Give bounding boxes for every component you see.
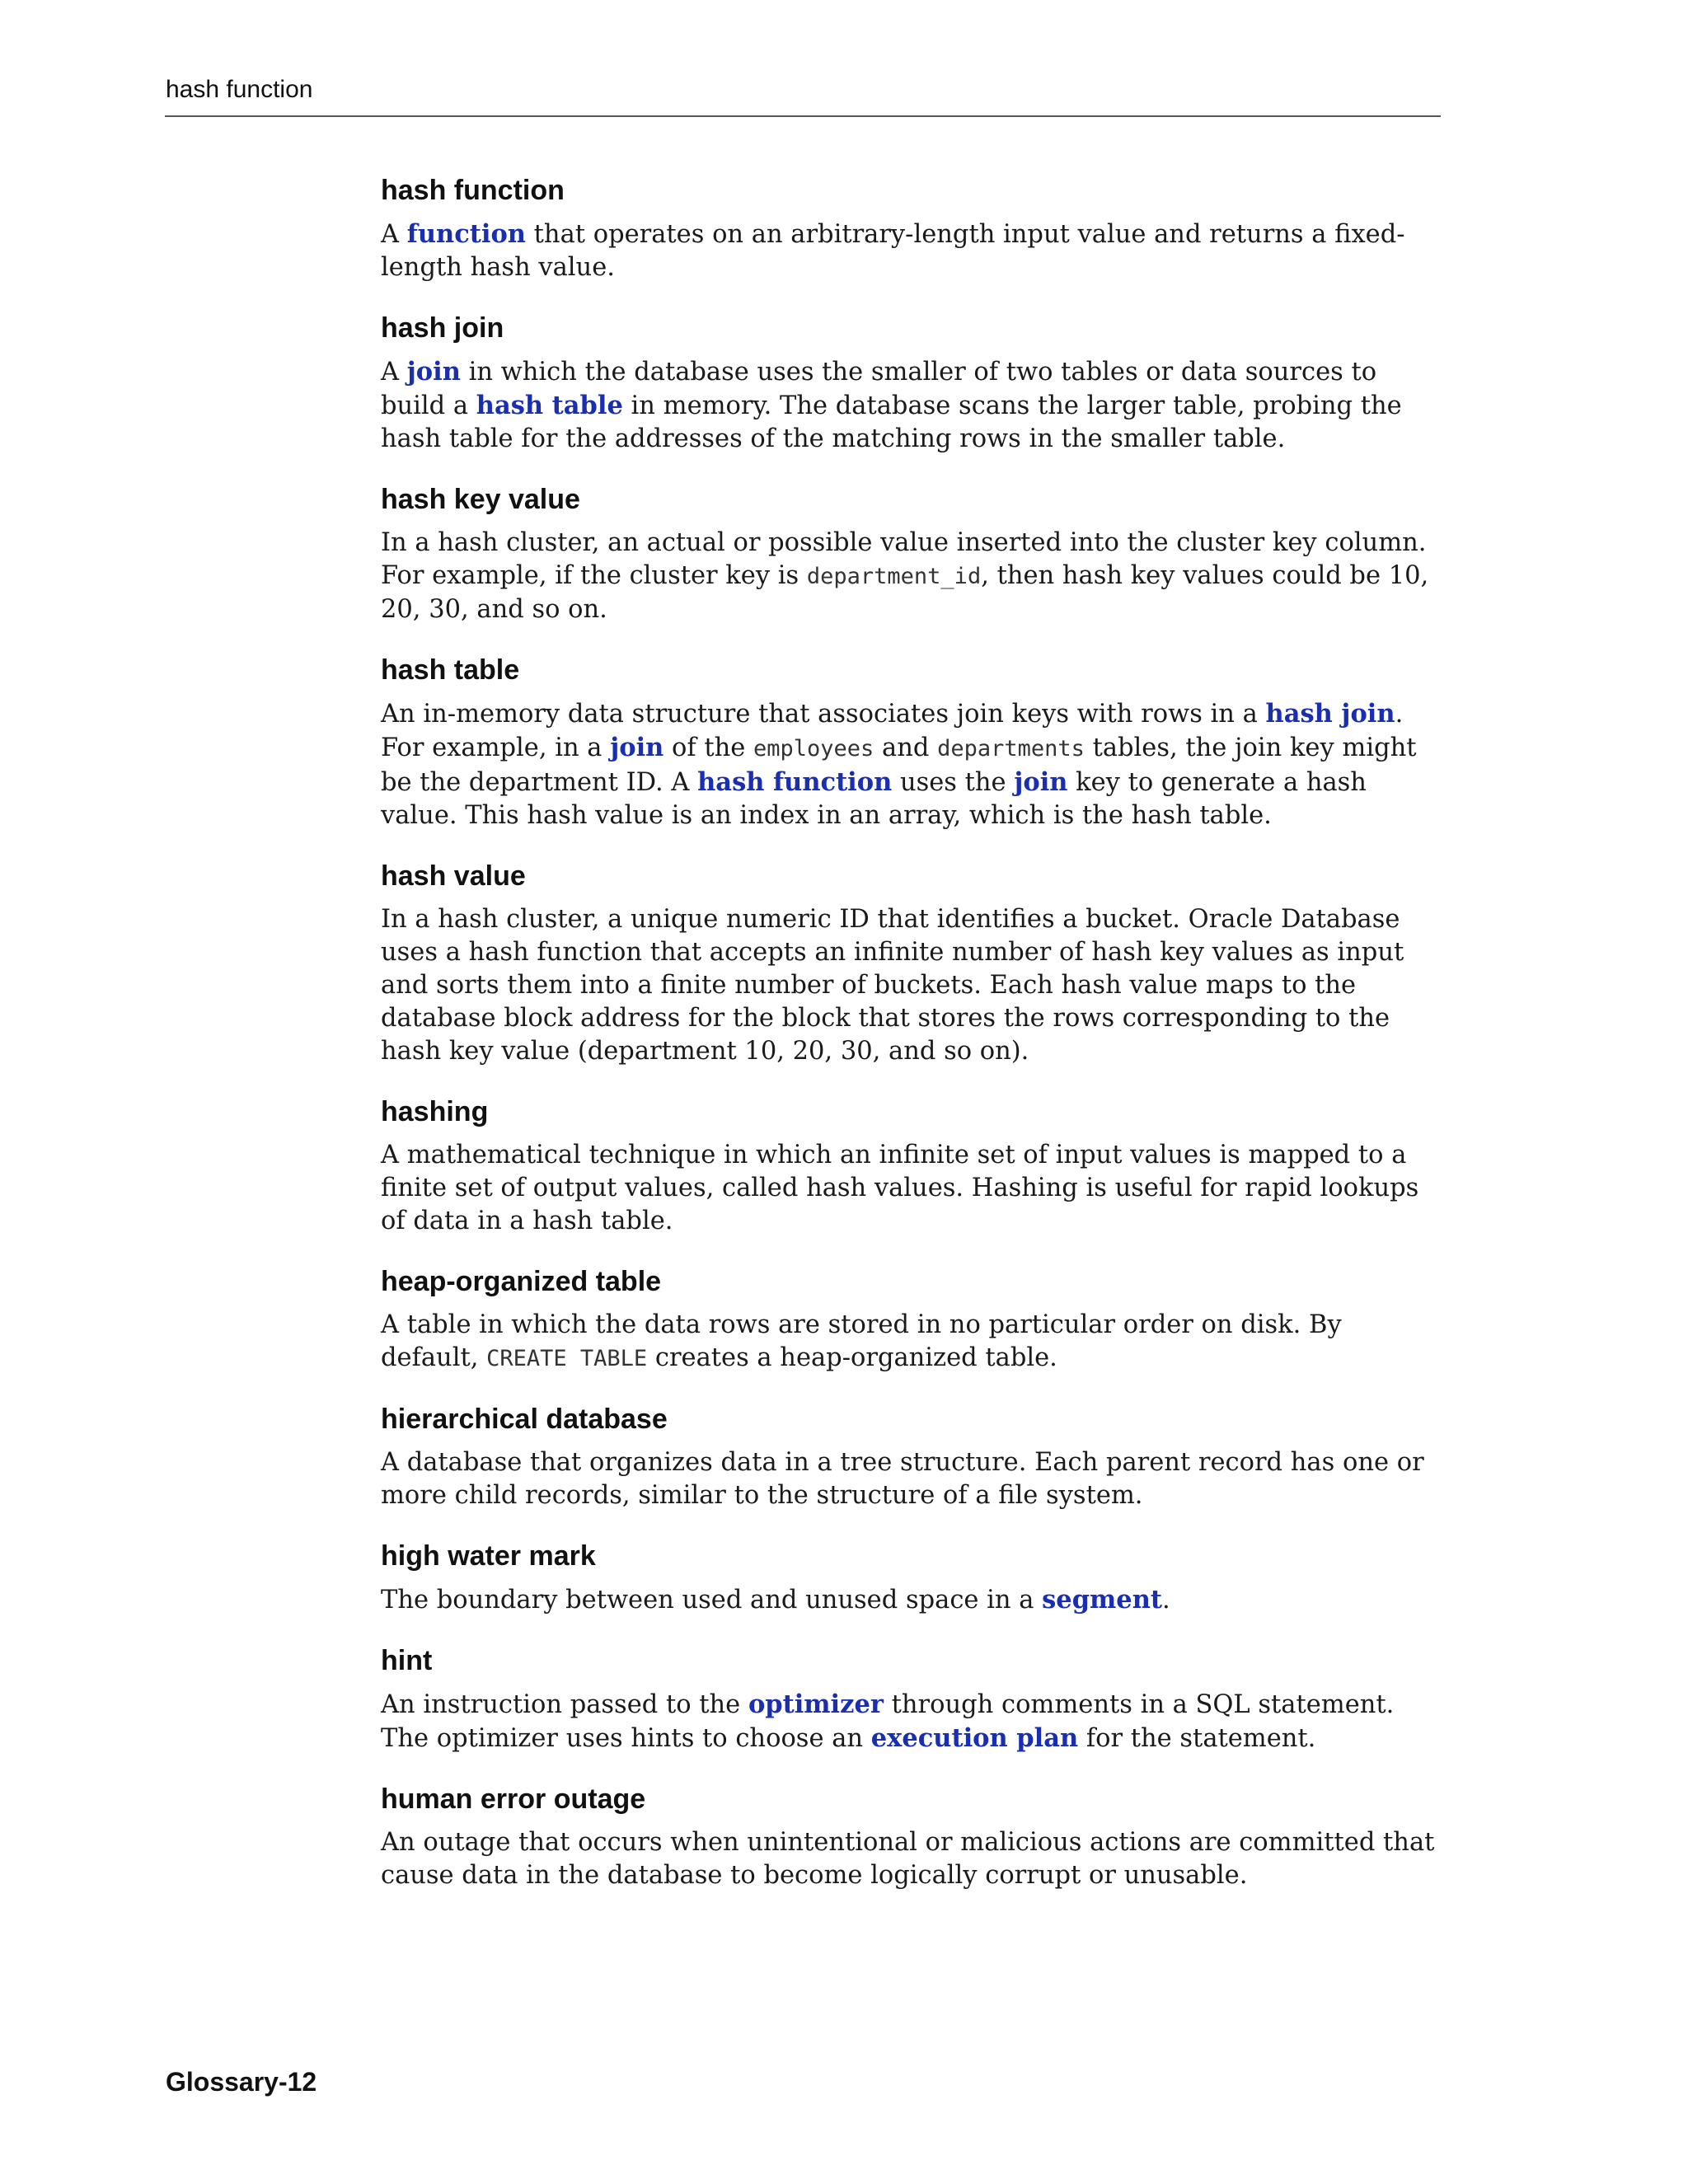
glossary-entry-hash-value — [381, 859, 1444, 1068]
link-hash-function[interactable]: hash function — [697, 767, 893, 797]
definition-text: that operates on an arbitrary-length input value and returns a fixed-length hash value. — [381, 220, 1405, 282]
glossary-definition — [381, 218, 1444, 284]
glossary-term: hashing — [381, 1096, 489, 1127]
link-hash-table[interactable]: hash table — [476, 391, 623, 420]
definition-text: key to generate a hash value. This hash value is an index in an array, which is the hash table. — [381, 768, 1367, 830]
definition-text: . — [1161, 1586, 1170, 1615]
link-hash-join[interactable]: hash join — [1265, 699, 1395, 729]
link-join[interactable]: join — [1014, 767, 1068, 797]
definition-text: in memory. The database scans the larger table, probing the hash table for the addresses of the matching rows in the smaller table. — [381, 391, 1402, 453]
glossary-definition — [381, 697, 1444, 832]
definition-text: tables, the join key might be the department ID. A — [381, 733, 1417, 797]
glossary-term: hash join — [381, 312, 504, 344]
definition-text: A mathematical technique in which an infinite set of input values is mapped to a finite set of output values, called hash values. Hashing is useful for rapid lookups of data in a hash table. — [381, 1141, 1419, 1235]
definition-text: of the — [663, 733, 754, 762]
glossary-entry-hash-function — [381, 173, 1444, 284]
glossary-term: heap-organized table — [381, 1266, 662, 1297]
glossary-term: high water mark — [381, 1540, 596, 1572]
definition-text: The boundary between used and unused space in a — [381, 1586, 1043, 1615]
header-divider — [165, 115, 1441, 117]
glossary-entry-human-error-outage — [381, 1782, 1444, 1892]
glossary-term: hash function — [381, 175, 565, 206]
glossary-term: hierarchical database — [381, 1404, 668, 1435]
link-join[interactable]: join — [610, 733, 664, 762]
code-term: CREATE TABLE — [486, 1346, 648, 1371]
glossary-content — [381, 173, 1444, 1919]
glossary-definition — [381, 1446, 1444, 1512]
glossary-entry-hash-table — [381, 653, 1444, 832]
definition-text: through comments in a SQL statement. The optimizer uses hints to choose an — [381, 1690, 1395, 1753]
definition-text: A — [381, 358, 407, 387]
running-header: hash function — [166, 76, 313, 103]
glossary-definition — [381, 1583, 1444, 1617]
glossary-entry-hash-key-value — [381, 482, 1444, 626]
definition-text: A database that organizes data in a tree structure. Each parent record has one or more child records, similar to the structure of a file system. — [381, 1448, 1424, 1510]
definition-text: A table in which the data rows are stored in no particular order on disk. By default, — [381, 1310, 1342, 1372]
glossary-definition — [381, 1139, 1444, 1238]
page-number: Glossary-12 — [166, 2067, 317, 2097]
glossary-entry-hashing — [381, 1094, 1444, 1238]
glossary-entry-heap-organized-table — [381, 1264, 1444, 1376]
definition-text: In a hash cluster, an actual or possible value inserted into the cluster key column. For example, if the cluster key is — [381, 528, 1427, 590]
glossary-term: human error outage — [381, 1783, 646, 1815]
code-term: departments — [937, 736, 1085, 762]
link-optimizer[interactable]: optimizer — [748, 1690, 884, 1719]
link-execution-plan[interactable]: execution plan — [870, 1723, 1079, 1753]
definition-text: creates a heap-organized table. — [647, 1343, 1057, 1372]
glossary-definition — [381, 1826, 1444, 1892]
definition-text: An outage that occurs when unintentional or malicious actions are committed that cause data in the database to become logically corrupt or unusable. — [381, 1828, 1435, 1890]
glossary-definition — [381, 903, 1444, 1068]
definition-text: An instruction passed to the — [381, 1690, 748, 1719]
code-term: employees — [753, 736, 874, 762]
link-function[interactable]: function — [406, 219, 526, 249]
link-segment[interactable]: segment — [1042, 1585, 1162, 1615]
glossary-entry-hierarchical-database — [381, 1402, 1444, 1512]
glossary-definition — [381, 1309, 1444, 1376]
glossary-term: hash value — [381, 860, 526, 892]
glossary-entry-high-water-mark — [381, 1539, 1444, 1617]
glossary-definition — [381, 355, 1444, 456]
definition-text: uses the — [892, 768, 1015, 797]
definition-text: In a hash cluster, a unique numeric ID that identifies a bucket. Oracle Database uses a hash function that accepts an infinite number of hash key values as input and sorts them into a finite number of buckets. Each hash value maps to the database block address for the block that stores the rows corresponding to the hash key value (department 10, 20, 30, and so on). — [381, 905, 1404, 1066]
code-term: department_id — [806, 564, 982, 589]
glossary-term: hint — [381, 1645, 433, 1676]
definition-text: , then hash key values could be 10, 20, 30, and so on. — [381, 561, 1429, 624]
definition-text: in which the database uses the smaller of two tables or data sources to build a — [381, 358, 1377, 420]
glossary-term: hash key value — [381, 484, 580, 515]
definition-text: and — [874, 733, 938, 762]
link-join[interactable]: join — [406, 357, 461, 387]
definition-text: . For example, in a — [381, 700, 1404, 762]
glossary-term: hash table — [381, 654, 520, 686]
definition-text: An in-memory data structure that associates join keys with rows in a — [381, 700, 1266, 729]
glossary-entry-hash-join — [381, 311, 1444, 456]
glossary-definition — [381, 1688, 1444, 1755]
definition-text: for the statement. — [1078, 1724, 1316, 1753]
definition-text: A — [381, 220, 407, 249]
glossary-entry-hint — [381, 1643, 1444, 1755]
glossary-definition — [381, 527, 1444, 626]
